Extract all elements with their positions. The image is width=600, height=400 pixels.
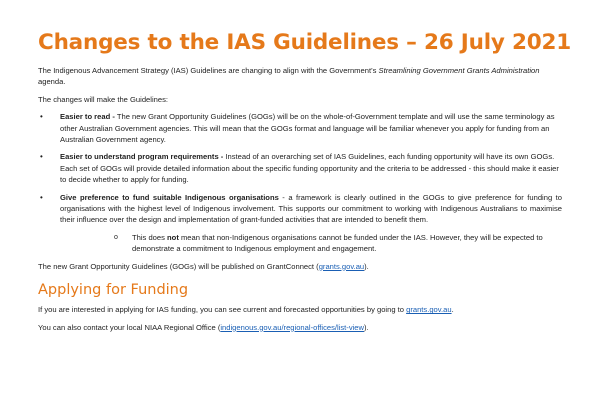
intro-text-end: agenda. [38,77,66,87]
intro-paragraph [38,65,562,88]
grants-gov-au-link[interactable]: grants.gov.au [318,261,365,271]
intro-emphasis: Streamlining Government Grants Administration [378,66,540,75]
list-item-heading: Give preference to fund suitable Indigenous organisations [60,192,279,202]
published-text-end: ). [364,261,369,271]
apply-text: If you are interested in applying for IAS funding, you can see current and forecasted opportunities by going to [38,305,407,315]
grants-gov-au-apply-link[interactable]: grants.gov.au [406,305,452,315]
bullet-dot-icon: • [40,112,43,122]
changes-list [38,111,562,226]
page-title: Changes to the IAS Guidelines – 26 July 2021 [38,30,572,55]
lead-paragraph: The changes will make the Guidelines: [38,94,169,104]
sub-item-text-end: mean that non-Indigenous organisations cannot be funded under the IAS. However, they will be expected to demonstrate a commitment to Indigenous employment and engagement. [132,232,543,254]
contact-text: You can also contact your local NIAA Regional Office ( [38,322,221,332]
sub-item-text: This does [132,232,168,242]
sub-bullet-circle-icon: o [114,233,118,241]
section-heading-applying-for-funding: Applying for Funding [38,282,189,299]
sub-item-emphasis: not [167,232,179,242]
published-paragraph [38,261,562,272]
apply-paragraph [38,304,562,315]
bullet-dot-icon: • [40,152,43,162]
contact-text-end: ). [364,322,369,332]
list-item-give-preference [38,192,562,226]
list-item-heading: Easier to understand program requirements - [60,152,224,162]
sub-list-item [38,232,562,255]
published-text: The new Grant Opportunity Guidelines (GOGs) will be published on GrantConnect ( [38,261,319,271]
bullet-dot-icon: • [40,192,43,202]
intro-text: The Indigenous Advancement Strategy (IAS) Guidelines are changing to align with the Government’s [38,66,379,75]
list-item-easier-to-read [38,111,562,145]
list-item-heading: Easier to read - [60,112,115,122]
list-item-text: Instead of an overarching set of IAS Guidelines, each funding opportunity will have its own GOGs. Each set of GOGs will provide detailed information about the specific funding opportunity and the criteria to be addressed - this should make it easier to decide whether to apply for funding. [60,152,559,185]
list-item-text: The new Grant Opportunity Guidelines (GOGs) will be on the whole-of-Government template and will use the same terminology as other Australian Government agencies. This will mean that the GOGs format and language will be familiar whenever you apply for funding from an Australian Government agency. [60,112,555,145]
regional-offices-link[interactable]: indigenous.gov.au/regional-offices/list-view [220,322,365,332]
list-item-text: - a framework is clearly outlined in the GOGs to give preference for funding to organisations with the highest level of Indigenous involvement. This supports our commitment to working with Indigenous Australians to maximise their influence over the design and implementation of grant-funded activities that are intended to benefit them. [60,192,562,225]
list-item-easier-to-understand [38,151,562,185]
apply-text-end: . [451,305,454,315]
contact-paragraph [38,322,562,333]
